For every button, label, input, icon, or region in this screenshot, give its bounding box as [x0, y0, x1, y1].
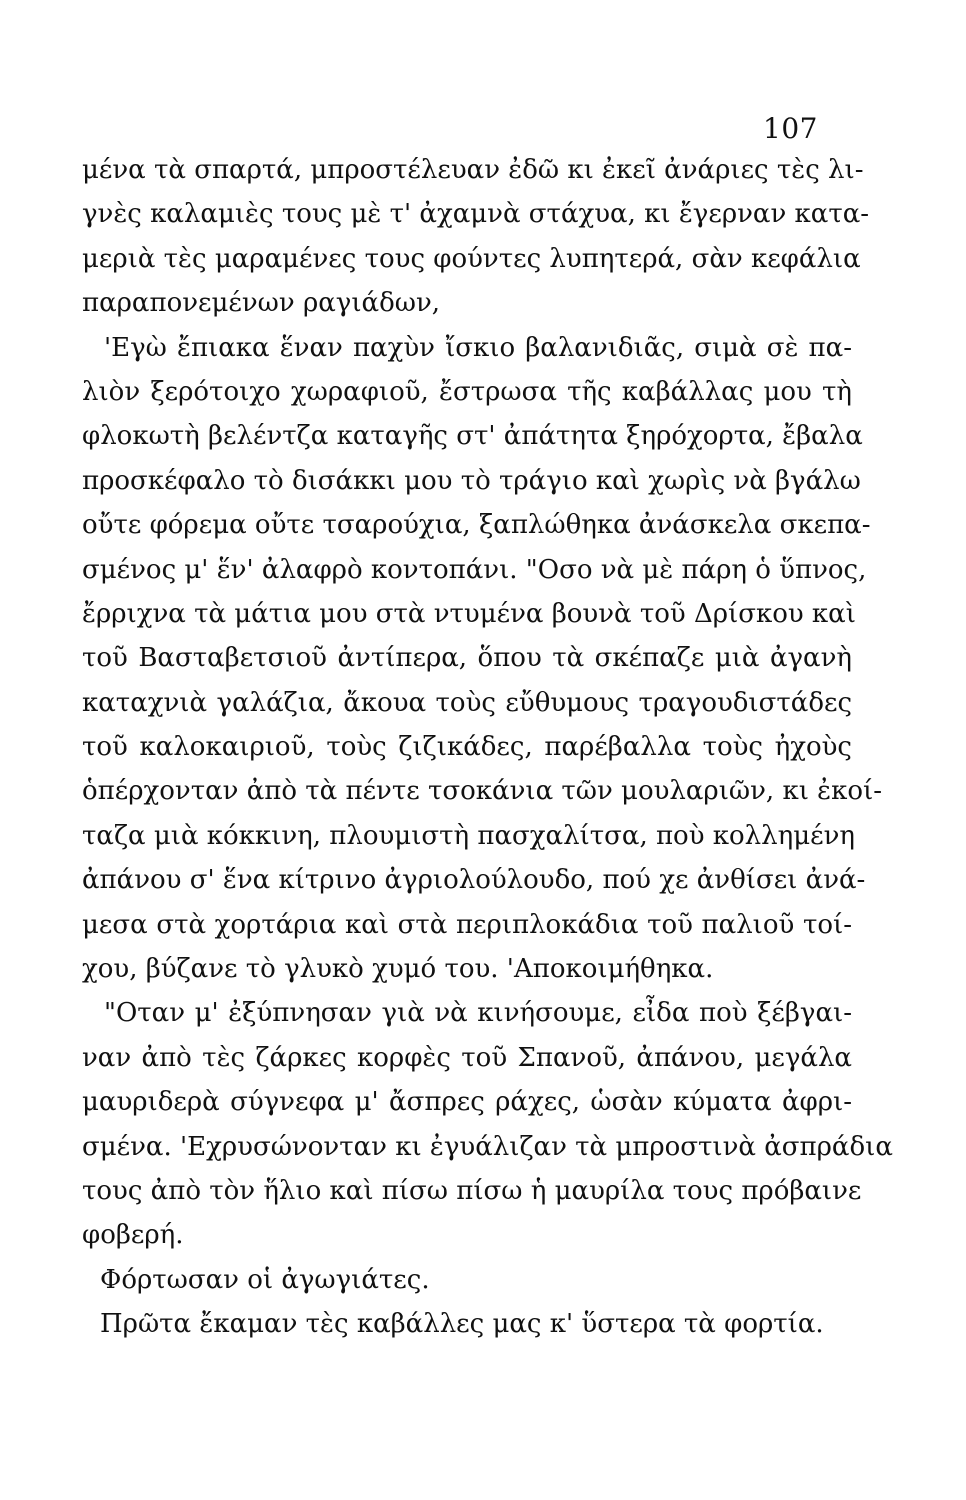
text-line: σμένος μ' ἕν' ἀλαφρὸ κοντοπάνι. "Οσο νὰ μὲ πάρη ὁ ὕπνος,	[82, 554, 867, 585]
text-line: ἀπάνου σ' ἕνα κίτρινο ἀγριολούλουδο, πού χε ἀνθίσει ἀνά-	[82, 865, 866, 896]
text-line: ὁπέρχονταν ἀπὸ τὰ πέντε τσοκάνια τῶν μουλαριῶν, κι ἐκοί-	[82, 776, 882, 807]
text-line: ναν ἀπὸ τὲς ζάρκες κορφὲς τοῦ Σπανοῦ, ἀπάνου, μεγάλα	[82, 1042, 852, 1073]
text-line: γνὲς καλαμιὲς τους μὲ τ' ἀχαμνὰ στάχυα, κι ἔγερναν κατα-	[82, 199, 870, 230]
text-line: Φόρτωσαν οἱ ἀγωγιάτες.	[100, 1264, 430, 1295]
text-line: "Οταν μ' ἐξύπνησαν γιὰ νὰ κινήσουμε, εἶδα ποὺ ξέβγαι-	[104, 998, 852, 1029]
body-text	[82, 148, 893, 1347]
text-line: 'Εγὼ ἔπιακα ἕναν παχὺν ἴσκιο βαλανιδιᾶς, σιμὰ σὲ πα-	[104, 332, 852, 363]
page-number: 107	[763, 112, 818, 145]
text-line: τοῦ καλοκαιριοῦ, τοὺς ζιζικάδες, παρέβαλλα τοὺς ἠχοὺς	[82, 732, 852, 763]
text-line: Πρῶτα ἔκαμαν τὲς καβάλλες μας κ' ὕστερα τὰ φορτία.	[100, 1309, 824, 1340]
text-line: προσκέφαλο τὸ δισάκκι μου τὸ τράγιο καὶ χωρὶς νὰ βγάλω	[82, 465, 861, 496]
text-line: φλοκωτὴ βελέντζα καταγῆς στ' ἀπάτητα ξηρόχορτα, ἔβαλα	[82, 421, 863, 452]
text-line: χου, βύζανε τὸ γλυκὸ χυμό του. 'Αποκοιμήθηκα.	[82, 954, 714, 985]
text-line: μένα τὰ σπαρτά, μπροστέλευαν ἐδῶ κι ἐκεῖ ἀνάριες τὲς λι-	[82, 155, 864, 185]
text-line: μεριὰ τὲς μαραμένες τους φούντες λυπητερά, σὰν κεφάλια	[82, 243, 861, 274]
text-line: ἔρριχνα τὰ μάτια μου στὰ ντυμένα βουνὰ τοῦ Δρίσκου καὶ	[82, 598, 856, 629]
text-line: τους ἀπὸ τὸν ἥλιο καὶ πίσω πίσω ἡ μαυρίλα τους πρόβαινε	[82, 1175, 862, 1206]
text-line: καταχνιὰ γαλάζια, ἄκουα τοὺς εὔθυμους τραγουδιστάδες	[82, 687, 852, 718]
text-line: μεσα στὰ χορτάρια καὶ στὰ περιπλοκάδια τοῦ παλιοῦ τοί-	[82, 909, 852, 940]
text-line: τοῦ Βασταβετσιοῦ ἀντίπερα, ὅπου τὰ σκέπαζε μιὰ ἀγανὴ	[82, 643, 852, 674]
text-line: παραπονεμένων ραγιάδων,	[82, 288, 441, 319]
text-line: μαυριδερὰ σύγνεφα μ' ἄσπρες ράχες, ὡσὰν κύματα ἀφρι-	[82, 1087, 852, 1118]
text-line: φοβερή.	[82, 1220, 184, 1251]
text-line: οὔτε φόρεμα οὔτε τσαρούχια, ξαπλώθηκα ἀνάσκελα σκεπα-	[82, 510, 871, 541]
text-line: σμένα. 'Εχρυσώνονταν κι ἐγυάλιζαν τὰ μπροστινὰ ἀσπράδια	[82, 1131, 893, 1162]
text-line: λιὸν ξερότοιχο χωραφιοῦ, ἔστρωσα τῆς καβάλλας μου τὴ	[82, 376, 852, 407]
text-line: ταζα μιὰ κόκκινη, πλουμιστὴ πασχαλίτσα, ποὺ κολλημένη	[82, 820, 855, 851]
